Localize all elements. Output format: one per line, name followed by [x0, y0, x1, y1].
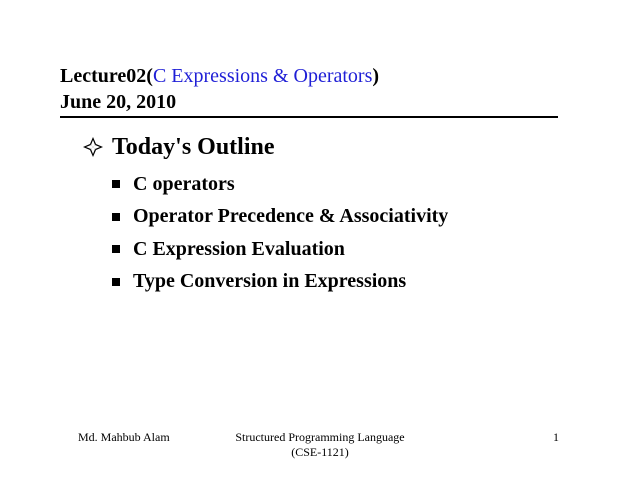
- square-bullet-icon: [112, 278, 120, 286]
- square-bullet-icon: [112, 180, 120, 188]
- outline-item: [110, 233, 448, 266]
- lecture-title-suffix: ): [372, 65, 380, 87]
- header-divider: [60, 116, 558, 118]
- outline-item-label: Type Conversion in Expressions: [133, 270, 407, 293]
- outline-item-label: C operators: [133, 172, 235, 195]
- square-bullet-icon: [112, 245, 120, 253]
- lecture-date: June 20, 2010: [60, 91, 177, 113]
- outline-item-label: C Expression Evaluation: [133, 237, 345, 260]
- diamond-bullet-icon: [82, 136, 104, 158]
- outline-list: [110, 168, 448, 298]
- outline-item: [110, 168, 448, 201]
- footer-course-code: (CSE-1121): [291, 445, 349, 459]
- lecture-topic: C Expressions & Operators: [152, 65, 373, 87]
- footer-course-name: Structured Programming Language: [235, 430, 405, 444]
- square-bullet-icon: [112, 213, 120, 221]
- lecture-title-prefix: Lecture02(: [60, 65, 153, 87]
- slide-header: [60, 63, 379, 115]
- lecture-title: [60, 63, 379, 89]
- footer-author: Md. Mahbub Alam: [78, 430, 170, 444]
- outline-item: [110, 266, 448, 299]
- outline-item-label: Operator Precedence & Associativity: [133, 205, 449, 228]
- footer-course: [220, 430, 420, 460]
- page-number: 1: [553, 430, 559, 444]
- outline-heading: [82, 132, 275, 162]
- outline-title: Today's Outline: [112, 134, 275, 160]
- outline-item: [110, 201, 448, 234]
